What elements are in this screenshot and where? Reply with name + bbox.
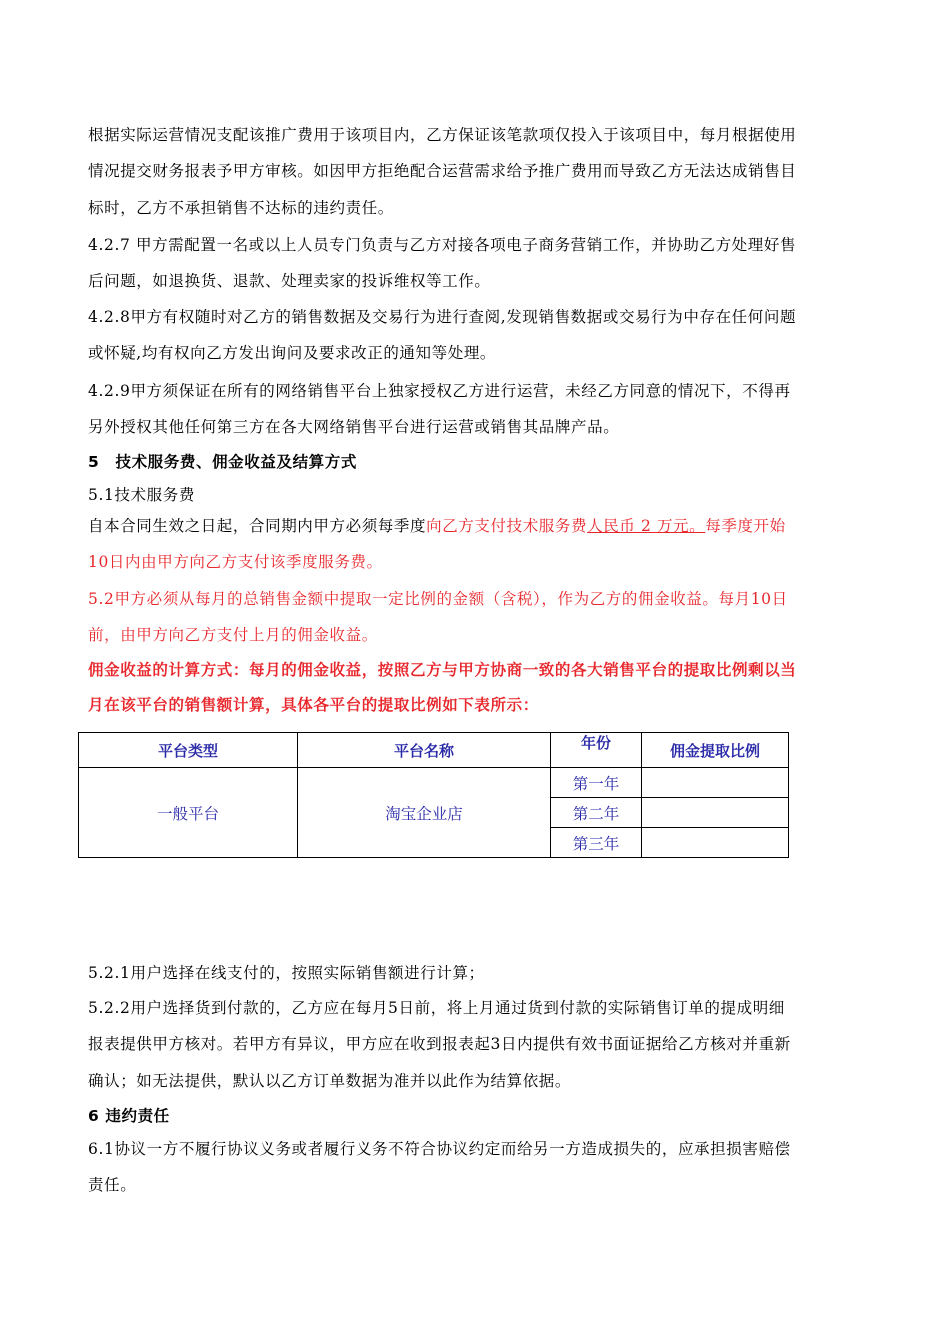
clause-5-1-text-a: 自本合同生效之日起，合同期内甲方必须每季度 [88, 517, 427, 535]
commission-calc: 佣金收益的计算方式：每月的佣金收益，按照乙方与甲方协商一致的各大销售平台的提取比例剩以当 [88, 661, 797, 679]
year-cell: 第二年 [551, 798, 642, 828]
paragraph-line: 情况提交财务报表予甲方审核。如因甲方拒绝配合运营需求给予推广费用而导致乙方无法达成销售目 [88, 162, 797, 180]
section-5-1-heading: 5.1技术服务费 [88, 486, 195, 504]
header-platform-type: 平台类型 [79, 733, 298, 768]
clause-5-2-cont: 前，由甲方向乙方支付上月的佣金收益。 [88, 626, 378, 644]
commission-calc-cont: 月在该平台的销售额计算，具体各平台的提取比例如下表所示： [88, 696, 539, 714]
table-header-row [79, 733, 789, 768]
clause-4-2-9-cont: 另外授权其他任何第三方在各大网络销售平台进行运营或销售其品牌产品。 [88, 418, 620, 436]
section-5-heading: 5 技术服务费、佣金收益及结算方式 [88, 453, 357, 471]
year-cell: 第三年 [551, 828, 642, 858]
clause-5-1-amount: 人民币 2 万元。 [587, 517, 706, 535]
paragraph-line: 标时，乙方不承担销售不达标的违约责任。 [88, 199, 394, 217]
rate-cell [642, 768, 789, 798]
paragraph-line: 根据实际运营情况支配该推广费用于该项目内，乙方保证该笔款项仅投入于该项目中，每月根据使用 [88, 126, 797, 144]
clause-6-1: 6.1协议一方不履行协议义务或者履行义务不符合协议约定而给另一方造成损失的，应承担损害赔偿 [88, 1140, 791, 1158]
clause-5-1-text-d: 每季度开始 [705, 517, 786, 535]
clause-5-1-line1 [88, 515, 868, 537]
clause-4-2-8: 4.2.8甲方有权随时对乙方的销售数据及交易行为进行查阅,发现销售数据或交易行为中存在任何问题 [88, 308, 797, 326]
commission-table [78, 732, 789, 858]
rate-cell [642, 828, 789, 858]
year-cell: 第一年 [551, 768, 642, 798]
rate-cell [642, 798, 789, 828]
clause-4-2-8-cont: 或怀疑,均有权向乙方发出询问及要求改正的通知等处理。 [88, 344, 497, 362]
clause-5-1-line2: 10日内由甲方向乙方支付该季度服务费。 [88, 553, 383, 571]
clause-4-2-9: 4.2.9甲方须保证在所有的网络销售平台上独家授权乙方进行运营，未经乙方同意的情况下，不得再 [88, 382, 791, 400]
clause-5-2: 5.2甲方必须从每月的总销售金额中提取一定比例的金额（含税），作为乙方的佣金收益。每月10日 [88, 590, 788, 608]
platform-type-cell: 一般平台 [79, 768, 298, 858]
clause-5-2-2: 5.2.2用户选择货到付款的，乙方应在每月5日前，将上月通过货到付款的实际销售订单的提成明细 [88, 999, 785, 1017]
header-year: 年份 [551, 733, 642, 768]
header-platform-name: 平台名称 [298, 733, 551, 768]
clause-5-2-2-cont2: 确认；如无法提供，默认以乙方订单数据为准并以此作为结算依据。 [88, 1072, 572, 1090]
clause-5-1-text-b: 向乙方支付技术服务费 [426, 517, 588, 535]
section-6-heading: 6 违约责任 [88, 1107, 170, 1125]
clause-4-2-7: 4.2.7 甲方需配置一名或以上人员专门负责与乙方对接各项电子商务营销工作，并协助乙方处理好售 [88, 236, 797, 254]
clause-4-2-7-cont: 后问题，如退换货、退款、处理卖家的投诉维权等工作。 [88, 272, 491, 290]
header-commission-rate: 佣金提取比例 [642, 733, 789, 768]
clause-5-2-1: 5.2.1用户选择在线支付的，按照实际销售额进行计算； [88, 964, 485, 982]
clause-6-1-cont: 责任。 [88, 1176, 137, 1194]
table-row [79, 768, 789, 798]
platform-name-cell: 淘宝企业店 [298, 768, 551, 858]
clause-5-2-2-cont: 报表提供甲方核对。若甲方有异议，甲方应在收到报表起3日内提供有效书面证据给乙方核对并重新 [88, 1035, 791, 1053]
